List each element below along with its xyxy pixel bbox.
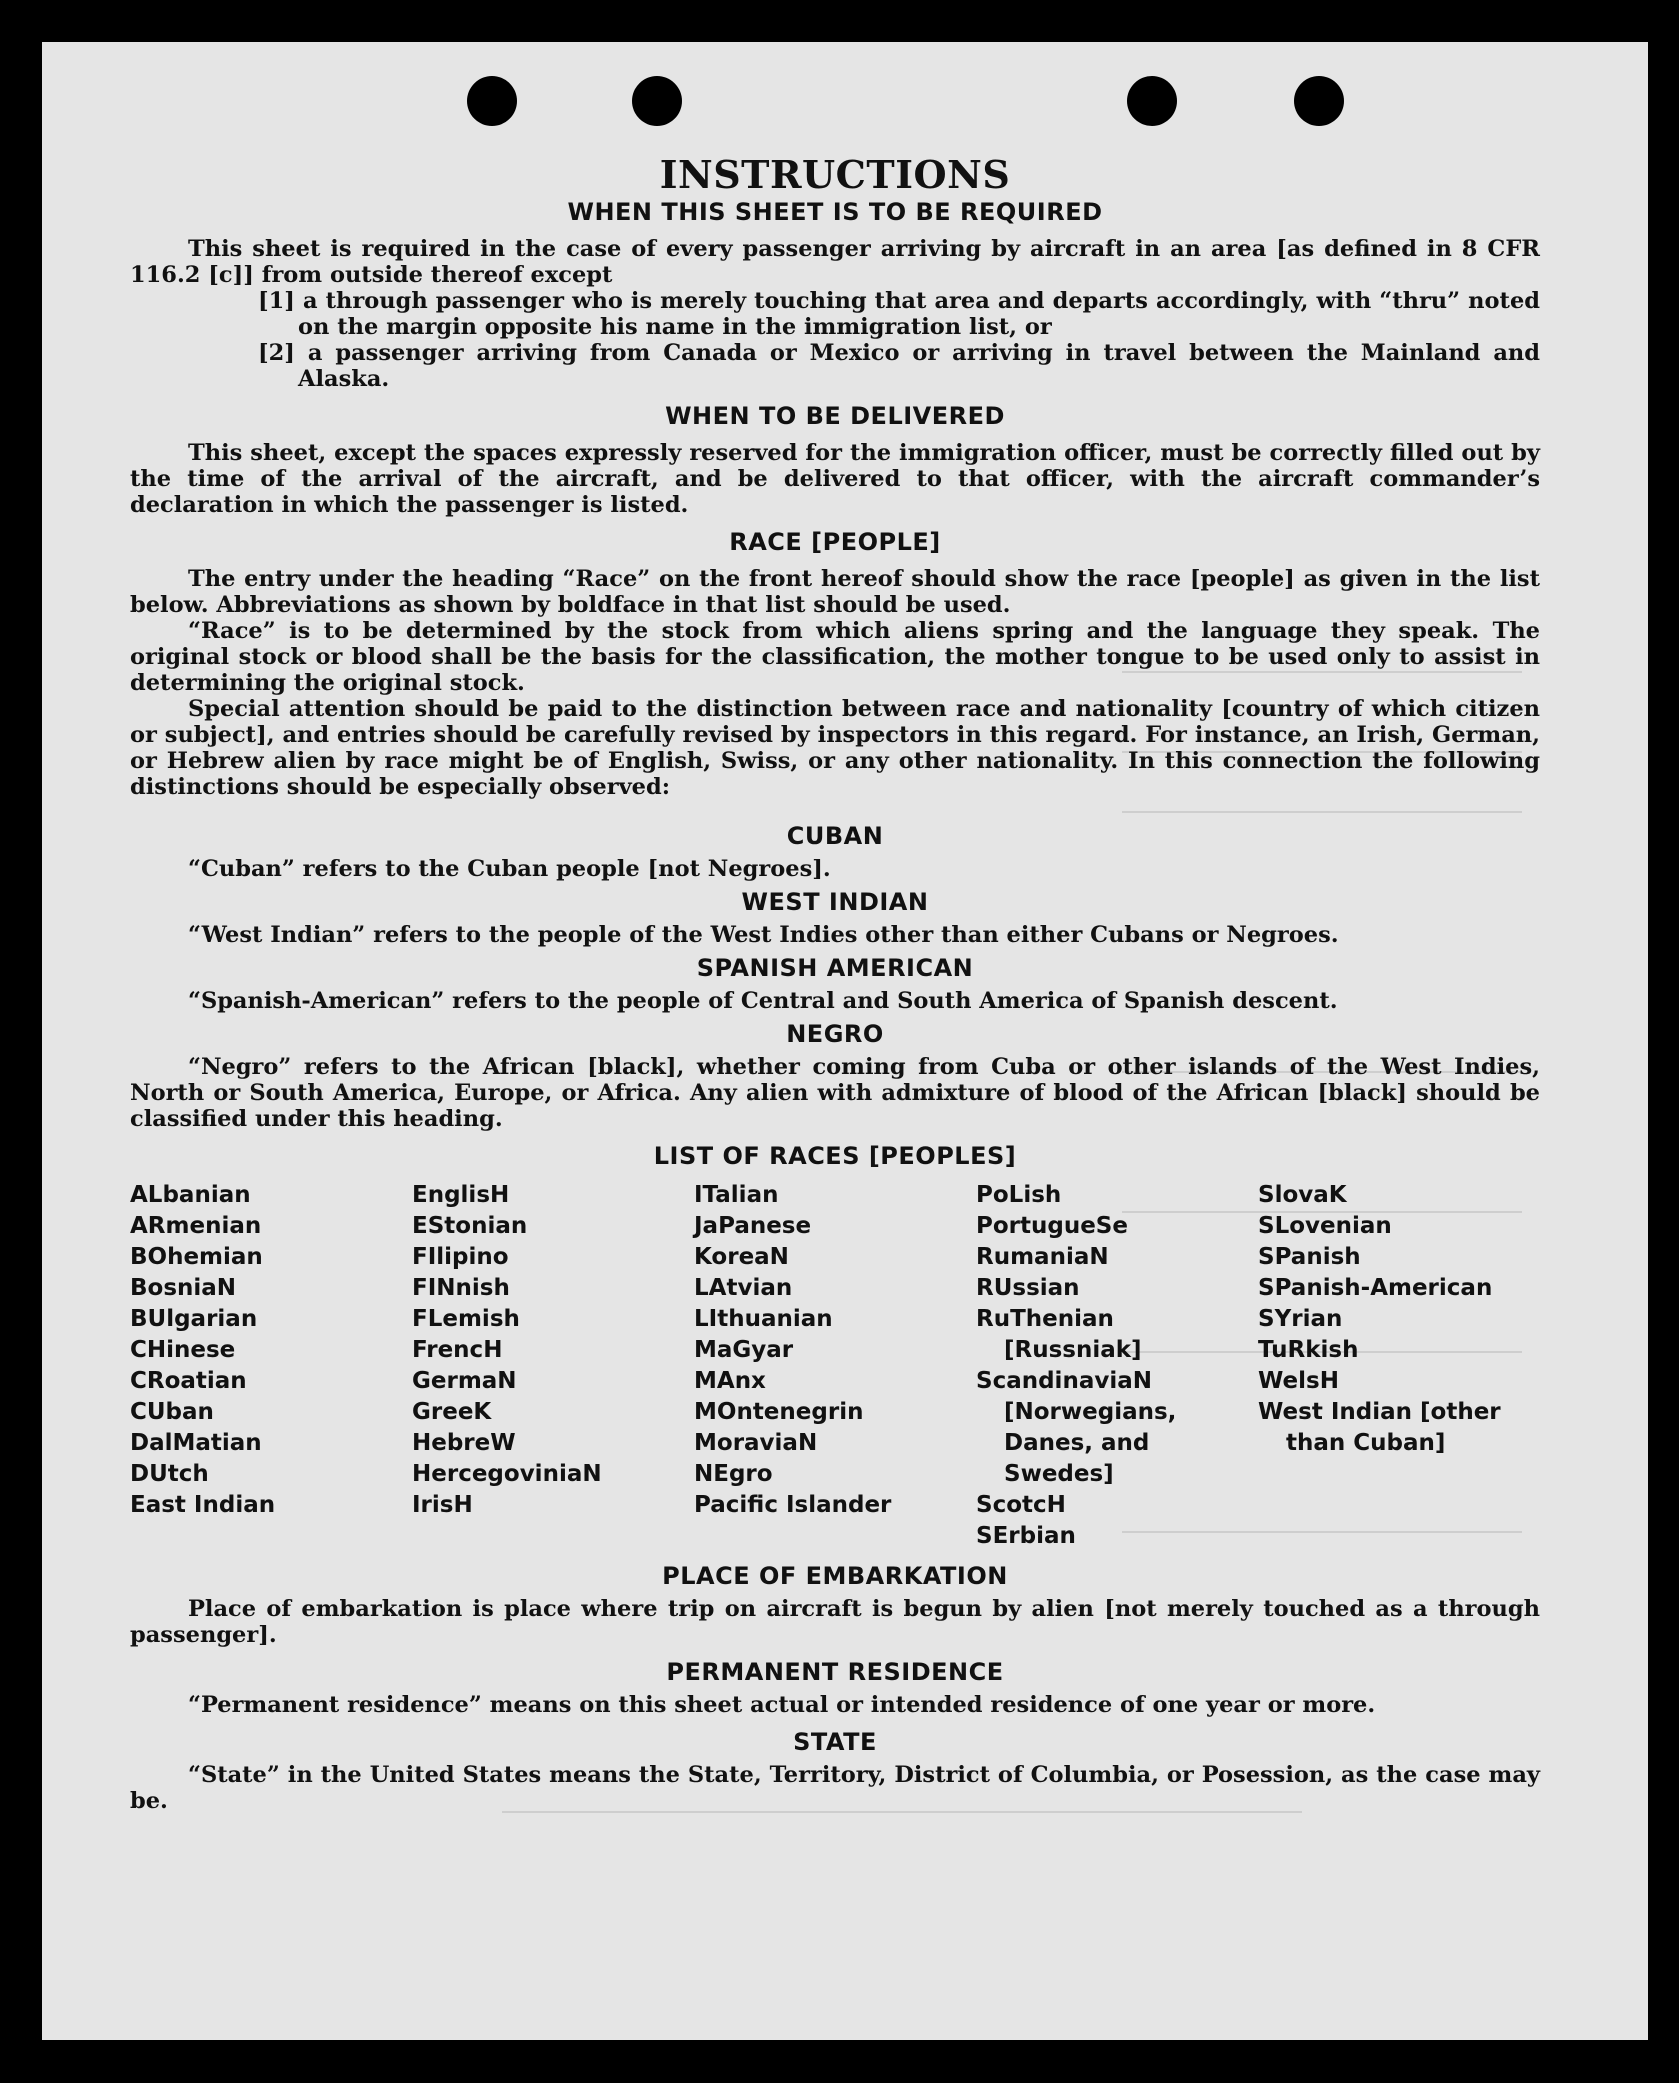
race-entry: KoreaN	[694, 1244, 789, 1270]
section-heading: PLACE OF EMBARKATION	[662, 1562, 1008, 1590]
section-heading: WHEN TO BE DELIVERED	[665, 402, 1005, 430]
race-entry: JaPanese	[694, 1213, 812, 1239]
section-heading: LIST OF RACES [PEOPLES]	[653, 1142, 1017, 1170]
race-entry: BOhemian	[130, 1244, 263, 1270]
section-heading: CUBAN	[786, 822, 884, 850]
race-entry: WelsH	[1258, 1368, 1339, 1394]
paragraph: This sheet, except the spaces expressly reserved for the immigration officer, must be correctly filled out by the time of the arrival of the aircraft, and be delivered to that officer, with the aircraft commander’s declaration in which the passenger is listed.	[130, 440, 1540, 518]
race-entry: HebreW	[412, 1430, 516, 1456]
race-entry: DUtch	[130, 1461, 209, 1487]
race-entry: CUban	[130, 1399, 214, 1425]
list-item: [2] a passenger arriving from Canada or Mexico or arriving in travel between the Mainland and Alaska.	[258, 340, 1540, 392]
race-entry: EStonian	[412, 1213, 528, 1239]
race-entry: SlovaK	[1258, 1182, 1347, 1208]
races-column	[694, 1180, 976, 1552]
section-state	[130, 1728, 1540, 1814]
page-title: INSTRUCTIONS	[659, 152, 1011, 197]
race-entry: MOntenegrin	[694, 1399, 864, 1425]
race-entry: SErbian	[976, 1523, 1076, 1549]
race-entry: RuThenian [Russniak]	[976, 1306, 1142, 1363]
race-entry: GreeK	[412, 1399, 492, 1425]
race-entry: ScandinaviaN [Norwegians, Danes, and Swedes]	[976, 1368, 1177, 1487]
race-entry: DalMatian	[130, 1430, 262, 1456]
race-entry: MaGyar	[694, 1337, 794, 1363]
instructions-content	[130, 152, 1540, 1814]
paragraph: “Cuban” refers to the Cuban people [not Negroes].	[188, 856, 831, 882]
paragraph: “Spanish-American” refers to the people of Central and South America of Spanish descent.	[188, 988, 1338, 1014]
race-entry: EnglisH	[412, 1182, 510, 1208]
race-entry: LAtvian	[694, 1275, 793, 1301]
race-entry: RumaniaN	[976, 1244, 1109, 1270]
paragraph: “State” in the United States means the State, Territory, District of Columbia, or Posession, as the case may be.	[130, 1762, 1540, 1814]
race-entry: MoraviaN	[694, 1430, 818, 1456]
section-cuban	[130, 822, 1540, 882]
race-entry: CRoatian	[130, 1368, 247, 1394]
paragraph: Place of embarkation is place where trip on aircraft is begun by alien [not merely touched as a through passenger].	[130, 1596, 1540, 1648]
race-entry: PoLish	[976, 1182, 1062, 1208]
paragraph: “Negro” refers to the African [black], whether coming from Cuba or other islands of the West Indies, North or South America, Europe, or Africa. Any alien with admixture of blood of the African [black] should be classified under this heading.	[130, 1054, 1540, 1132]
race-entry: Pacific Islander	[694, 1492, 892, 1518]
race-entry: MAnx	[694, 1368, 766, 1394]
paragraph: This sheet is required in the case of every passenger arriving by aircraft in an area [as defined in 8 CFR 116.2 [c]] from outside thereof except	[130, 236, 1540, 288]
section-heading: RACE [PEOPLE]	[729, 528, 941, 556]
races-column	[130, 1180, 412, 1552]
paragraph: “Permanent residence” means on this sheet actual or intended residence of one year or more.	[188, 1692, 1376, 1718]
race-entry: NEgro	[694, 1461, 773, 1487]
race-entry: FINnish	[412, 1275, 510, 1301]
section-heading: SPANISH AMERICAN	[696, 954, 974, 982]
race-entry: PortugueSe	[976, 1213, 1128, 1239]
race-entry: ARmenian	[130, 1213, 262, 1239]
race-entry: East Indian	[130, 1492, 276, 1518]
races-grid	[130, 1180, 1540, 1552]
document-sheet	[42, 42, 1648, 2040]
punch-hole	[467, 76, 517, 126]
section-required	[130, 198, 1540, 392]
paragraph: The entry under the heading “Race” on the front hereof should show the race [people] as given in the list below. Abbreviations as shown by boldface in that list should be used.	[130, 566, 1540, 618]
race-entry: TuRkish	[1258, 1337, 1359, 1363]
punch-hole	[1294, 76, 1344, 126]
paragraph: “Race” is to be determined by the stock from which aliens spring and the language they speak. The original stock or blood shall be the basis for the classification, the mother tongue to be used only to assist in determining the original stock.	[130, 618, 1540, 696]
race-entry: ALbanian	[130, 1182, 251, 1208]
race-entry: FIlipino	[412, 1244, 509, 1270]
section-heading: STATE	[793, 1728, 877, 1756]
race-entry: SPanish	[1258, 1244, 1361, 1270]
race-entry: SPanish-American	[1258, 1275, 1493, 1301]
race-entry: LIthuanian	[694, 1306, 833, 1332]
section-negro	[130, 1020, 1540, 1132]
race-entry: BUlgarian	[130, 1306, 258, 1332]
paragraph: “West Indian” refers to the people of the West Indies other than either Cubans or Negroes.	[188, 922, 1339, 948]
section-heading: WEST INDIAN	[741, 888, 929, 916]
section-list-of-races	[130, 1142, 1540, 1552]
race-entry: FrencH	[412, 1337, 503, 1363]
section-spanish-american	[130, 954, 1540, 1014]
punch-hole	[632, 76, 682, 126]
race-entry: BosniaN	[130, 1275, 237, 1301]
races-column	[1258, 1180, 1540, 1552]
punch-hole	[1127, 76, 1177, 126]
race-entry: ScotcH	[976, 1492, 1066, 1518]
section-embarkation	[130, 1562, 1540, 1648]
paragraph: Special attention should be paid to the distinction between race and nationality [country of which citizen or subject], and entries should be carefully revised by inspectors in this regard. For instance, an Irish, German, or Hebrew alien by race might be of English, Swiss, or any other nationality. In this connection the following distinctions should be especially observed:	[130, 696, 1540, 800]
race-entry: HercegovinіaN	[412, 1461, 602, 1487]
race-entry: SLovenian	[1258, 1213, 1392, 1239]
section-residence	[130, 1658, 1540, 1718]
race-entry: GermaN	[412, 1368, 517, 1394]
race-entry: SYrian	[1258, 1306, 1343, 1332]
section-delivered	[130, 402, 1540, 518]
race-entry: ITalian	[694, 1182, 779, 1208]
section-race	[130, 528, 1540, 800]
section-west-indian	[130, 888, 1540, 948]
section-heading: NEGRO	[786, 1020, 884, 1048]
race-entry: RUssian	[976, 1275, 1080, 1301]
list-item: [1] a through passenger who is merely touching that area and departs accordingly, with “thru” noted on the margin opposite his name in the immigration list, or	[258, 288, 1540, 340]
section-heading: PERMANENT RESIDENCE	[666, 1658, 1004, 1686]
races-column	[976, 1180, 1258, 1552]
race-entry: FLemish	[412, 1306, 520, 1332]
race-entry: CHinese	[130, 1337, 236, 1363]
race-entry: IrisH	[412, 1492, 473, 1518]
section-heading: WHEN THIS SHEET IS TO BE REQUIRED	[567, 198, 1103, 226]
races-column	[412, 1180, 694, 1552]
race-entry: West Indian [other than Cuban]	[1258, 1399, 1501, 1456]
